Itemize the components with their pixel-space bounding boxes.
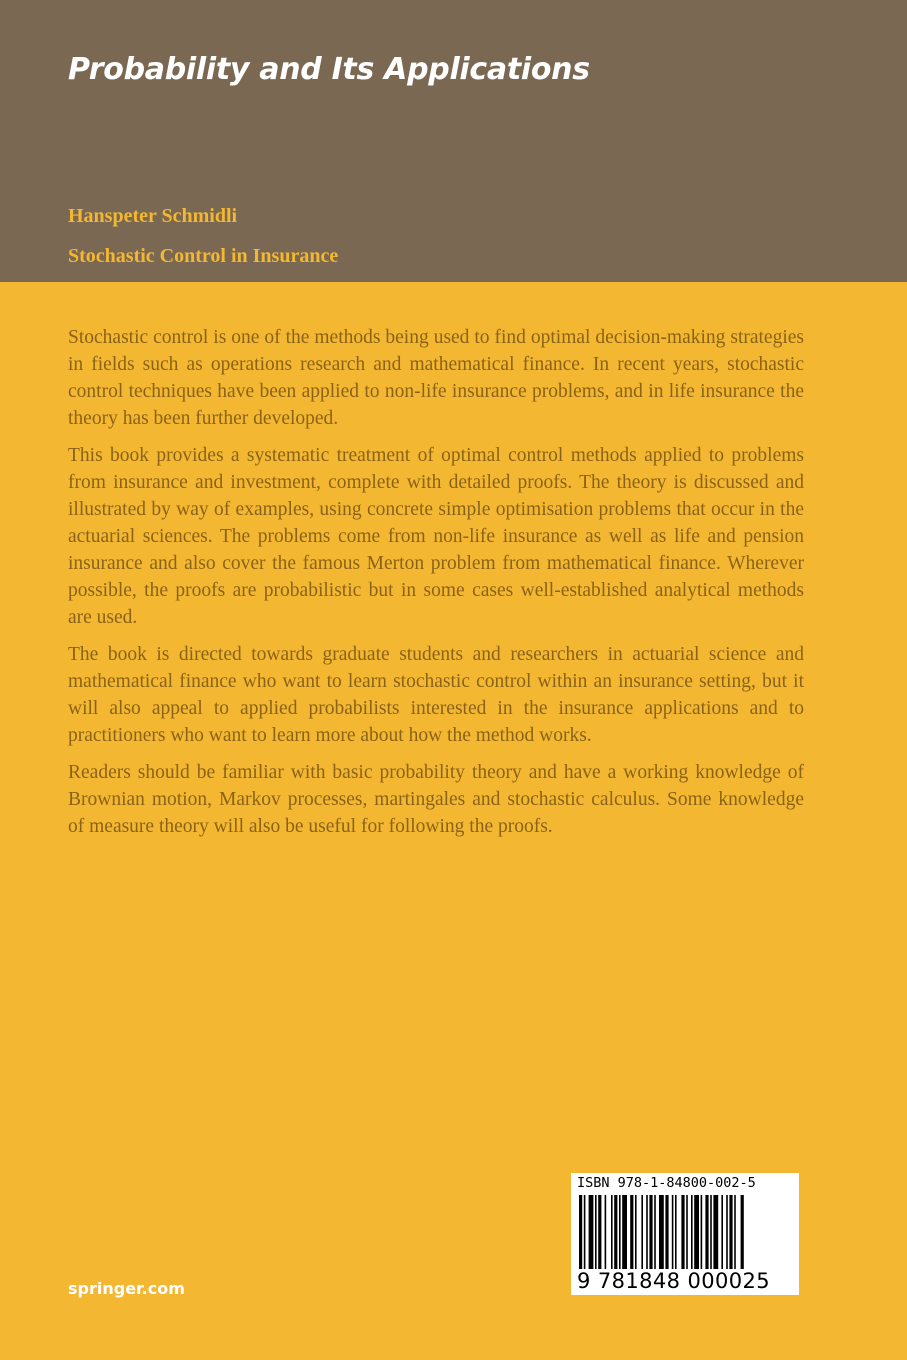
barcode-bar — [701, 1195, 703, 1269]
barcode-bar — [654, 1195, 656, 1269]
book-description — [68, 324, 804, 850]
barcode-bar — [705, 1195, 708, 1269]
header-band — [0, 0, 907, 282]
barcode-bar — [675, 1195, 677, 1269]
barcode-bar — [635, 1195, 637, 1269]
description-paragraph: Readers should be familiar with basic probability theory and have a working knowledge of Brownian motion, Markov processes, martingales and stochastic calculus. Some knowledge of measure theory will also be useful for following the proofs. — [68, 762, 804, 837]
barcode-bar — [598, 1195, 601, 1269]
barcode-bar — [686, 1195, 688, 1269]
description-paragraph: The book is directed towards graduate students and researchers in actuarial science and mathematical finance who want to learn stochastic control within an insurance setting, but it will also appeal to applied probabilists interested in the insurance applications and to practitioners who want to learn more about how the method works. — [68, 644, 804, 746]
barcode-bar — [614, 1195, 617, 1269]
barcode-bars — [579, 1195, 791, 1269]
description-paragraph: This book provides a systematic treatment of optimal control methods applied to problems from insurance and investment, complete with detailed proofs. The theory is discussed and illustrated by way of examples, using concrete simple optimisation problems that occur in the actuarial sciences. The problems come from non-life insurance as well as life and pension insurance and also cover the famous Merton problem from mathematical finance. Wherever possible, the proofs are probabilistic but in some cases well-established analytical methods are used. — [68, 445, 804, 628]
barcode-bar — [741, 1195, 744, 1269]
barcode-bar — [672, 1195, 674, 1269]
barcode-bar — [619, 1195, 621, 1269]
barcode-bar — [721, 1195, 723, 1269]
barcode-bar — [694, 1195, 699, 1269]
barcode-bar — [595, 1195, 597, 1269]
author-name: Hanspeter Schmidli — [68, 205, 238, 227]
barcode-bar — [681, 1195, 684, 1269]
barcode-bar — [691, 1195, 693, 1269]
series-title: Probability and Its Applications — [68, 52, 590, 87]
barcode-bar — [630, 1195, 633, 1269]
barcode-bar — [641, 1195, 643, 1269]
publisher-link[interactable]: springer.com — [68, 1279, 185, 1298]
book-title: Stochastic Control in Insurance — [68, 245, 339, 267]
barcode-bar — [710, 1195, 712, 1269]
barcode-bar — [649, 1195, 652, 1269]
barcode-bar — [622, 1195, 627, 1269]
barcode-bar — [729, 1195, 732, 1269]
barcode-bar — [589, 1195, 594, 1269]
barcode-bar — [734, 1195, 736, 1269]
barcode-bar — [611, 1195, 613, 1269]
isbn-label: ISBN 978-1-84800-002-5 — [577, 1175, 756, 1191]
barcode-bar — [584, 1195, 586, 1269]
barcode-bar — [605, 1195, 607, 1269]
barcode-bar — [665, 1195, 668, 1269]
barcode-digits: 9 781848 000025 — [577, 1269, 771, 1293]
barcode-bar — [659, 1195, 664, 1269]
description-paragraph: Stochastic control is one of the methods being used to find optimal decision-making strategies in fields such as operations research and mathematical finance. In recent years, stochastic control techniques have been applied to non-life insurance problems, and in life insurance the theory has been further developed. — [68, 327, 804, 429]
barcode-bar — [579, 1195, 582, 1269]
isbn-barcode — [571, 1173, 799, 1295]
barcode-bar — [726, 1195, 728, 1269]
barcode-bar — [713, 1195, 718, 1269]
barcode-bar — [646, 1195, 648, 1269]
